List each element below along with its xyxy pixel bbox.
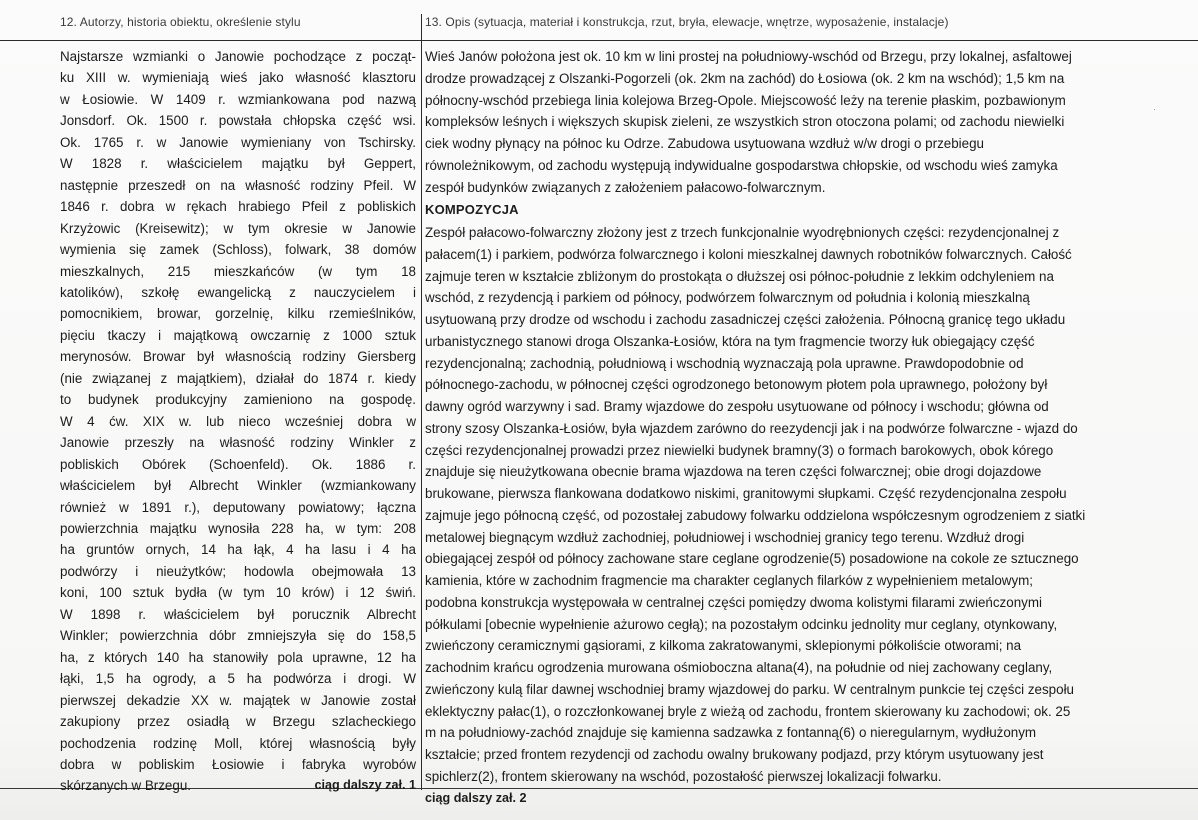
history-line: właścicielem był Albrecht Winkler (wzmiankowany (60, 478, 416, 494)
history-last-row (60, 775, 416, 796)
history-line: podwórzy i nieużytków; hodowla obejmowała 13 (60, 563, 416, 579)
composition-line: urbanistycznego stanowi droga Olszanka-Łosiów, która na tym fragmencie tworzy łuk obiegający część (425, 333, 1035, 349)
continued-note-1: ciąg dalszy zał. 1 (314, 778, 416, 793)
history-line: W 1828 r. właścicielem majątku był Geppert, (60, 156, 416, 172)
history-line: 1846 r. dobra w rękach hrabiego Pfeil z pobliskich (60, 199, 416, 215)
composition-line: rezydencjonalną; zachodnią, południową i wschodnią wyznaczają pola uprawne. Prawdopodobnie od (425, 355, 1024, 371)
header-rule (0, 40, 1198, 41)
history-line: (nie związanej z majątkiem), działał do 1874 r. kiedy (60, 370, 416, 386)
composition-line: wschód, z rezydencją i parkiem od północy, podwórzem folwarcznym od południa i kolonią mieszkalną (425, 290, 1030, 306)
description-text (425, 46, 1137, 809)
history-line: pomocnikiem, browar, gorzelnię, kilku rzemieślników, (60, 306, 416, 322)
composition-line: metalowej biegnącym wzdłuż zachodniej, południowej i wschodniej granicy tego terenu. Wzdłuż drogi (425, 529, 1025, 545)
history-line: W 1898 r. właścicielem był porucznik Albrecht (60, 606, 416, 622)
history-line: pochodzenia rodzinę Moll, której własnością były (60, 735, 416, 751)
composition-line: zachodnim krańcu ogrodzenia murowana ośmioboczna altana(4), na południe od niej zachowany ceglany, (425, 660, 1053, 675)
history-line: Janowie przeszły na własność rodziny Winkler z (60, 435, 416, 451)
composition-line: strony szosy Olszanka-Łosiów, była wjazdem zarówno do reezydencji jak i na podwórze folwarczne - wjazd do (425, 420, 1078, 436)
composition-line: zajmuje jego północną część, od pozostałej zabudowy folwarku oddzielona współczesnym ogrodzeniem z siatki (425, 507, 1086, 523)
history-line: ku XIII w. wymieniają wieś jako własność klasztoru (60, 70, 416, 86)
history-line: ha, z których 140 ha stanowiły pola uprawne, 12 ha (60, 649, 416, 665)
history-line: koni, 100 sztuk bydła (w tym 10 krów) i 12 świń. (60, 585, 416, 601)
history-line: Winkler; powierzchnia dóbr zmniejszyła się do 158,5 (60, 628, 416, 644)
column-divider (421, 14, 422, 790)
history-line: Najstarsze wzmianki o Janowie pochodzące z począt- (60, 49, 416, 64)
history-line: powierzchnia majątku wynosiła 228 ha, w tym: 208 (60, 520, 416, 536)
location-line: północny-wschód przebiega linia kolejowa Brzeg-Opole. Miejscowość leży na terenie płaskim, pozbawionym (425, 92, 1066, 108)
location-line: drodze prowadzącej z Olszanki-Pogorzeli (ok. 2km na zachód) do Łosiowa (ok. 2 km na wschód); 1,5 km na (425, 70, 1065, 86)
composition-line: znajduje się nieużytkowana obecnie brama wjazdowa na teren części folwarcznej; obie drogi dojazdowe (425, 464, 1042, 480)
composition-line: pałacem(1) i parkiem, podwórza folwarcznego i koloni mieszkalnej dawnych robotników folwarcznych. Całość (425, 246, 1072, 262)
history-line: skórzanych w Brzegu. (60, 778, 191, 794)
location-line: równoleżnikowym, od zachodu występują indywidualne gospodarstwa chłopskie, od wschodu wieś zamyka (425, 157, 1058, 173)
composition-line: zajmuje teren w kształcie zbliżonym do prostokąta o dłuższej osi północ-południe z lekkim odchyleniem na (425, 268, 1054, 284)
location-line: Wieś Janów położona jest ok. 10 km w lini prostej na południowy-wschód od Brzegu, przy lokalnej, asfaltowej (425, 49, 1072, 64)
history-line: merynosów. Browar był własnością rodziny Giersberg (60, 349, 416, 365)
left-column-header: 12. Autorzy, historia obiektu, określenie stylu (60, 15, 301, 29)
history-line: łąki, 1,5 ha ogrody, a 5 ha podwórza i drogi. W (60, 671, 416, 687)
location-line: ciek wodny płynący na północ ku Odrze. Zabudowa usytuowana wzdłuż w/w drogi o przebiegu (425, 136, 984, 151)
composition-line: Zespół pałacowo-folwarczny złożony jest z trzech funkcjonalnie wyodrębnionych części: rezydencjonalnej z (425, 225, 1060, 240)
composition-line: zwieńczony kulą filar dawnej wschodniej bramy wjazdowej do parku. W centralnym punkcie tej części zespołu (425, 681, 1074, 697)
composition-line: m na południowy-zachód znajduje się kamienna sadzawka z fontanną(6) o nieregularnym, wydłużonym (425, 725, 1037, 741)
composition-line: dawny ogród warzywny i sad. Bramy wjazdowe do zespołu usytuowane od północy i wschodu; główna od (425, 399, 1049, 414)
history-line: mieszkalnych, 215 mieszkańców (w tym 18 (60, 263, 416, 279)
history-line: katolików), szkołę ewangelicką z nauczycielem i (60, 284, 416, 300)
composition-line: usytuowaną przy drodze od wschodu i zachodu zasadniczej części założenia. Północną granicę tego układu (425, 312, 1066, 327)
composition-line: brukowane, pierwsza flankowana dodatkowo niskimi, granitowymi słupkami. Część rezydencjonalna zespołu (425, 486, 1067, 501)
history-line: pięciu tkaczy i majątkową owczarnię z 1000 sztuk (60, 327, 416, 343)
history-line: pierwszej dekadzie XX w. majątek w Janowie został (60, 692, 416, 708)
composition-line: półkulami [obecnie wypełnienie ażurowo cegłą); na pozostałym odcinku jednolity mur ceglany, otynkowany, (425, 616, 1058, 632)
history-line: Krzyżowic (Kreisewitz); w tym okresie w Janowie (60, 220, 416, 236)
scan-mark: · (1153, 104, 1156, 114)
composition-line: podobna konstrukcja występowała w centralnej części pomiędzy dwoma kolistymi filarami zwieńczonymi (425, 594, 1042, 610)
history-line: zakupiony przez osiadłą w Brzegu szlacheckiego (60, 714, 416, 730)
history-line: wymienia się zamek (Schloss), folwark, 38 domów (60, 242, 416, 258)
location-line: zespół budynków związanych z założeniem pałacowo-folwarcznym. (425, 179, 826, 195)
history-line: Ok. 1765 r. w Janowie wymieniany von Tschirsky. (60, 134, 416, 150)
history-line: również w 1891 r.), deputowany powiatowy; łączna (60, 499, 416, 515)
location-line: kompleksów leśnych i większych skupisk zieleni, ze wszystkich stron otoczona polami; od zachodu niewielki (425, 114, 1065, 130)
history-line: w Łosiowie. W 1409 r. wzmiankowana pod nazwą (60, 91, 416, 107)
history-line: dobra w pobliskim Łosiowie i fabryka wyrobów (60, 756, 416, 772)
composition-line: północnego-zachodu, w północnej części ogrodzonego betonowym płotem pola uprawnego, położony był (425, 377, 1048, 393)
history-line: W 4 ćw. XIX w. lub nieco wcześniej dobra w (60, 413, 416, 429)
composition-line: spichlerz(2), frontem skierowany na wschód, pozostałość pierwszej lokalizacji folwarku. (425, 768, 942, 784)
history-line: następnie przeszedł on na własność rodziny Pfeil. W (60, 177, 416, 193)
right-column-header: 13. Opis (sytuacja, materiał i konstrukcja, rzut, bryła, elewacje, wnętrze, wyposażenie, instalacje) (425, 15, 949, 29)
history-line: Jonsdorf. Ok. 1500 r. powstała chłopska część wsi. (60, 113, 416, 129)
composition-line: zwieńczony ceramicznymi gąsiorami, z kilkoma zakratowanymi, sklepionymi półkoliście otworami; na (425, 638, 1022, 654)
history-text (60, 46, 416, 797)
composition-line: kształcie; przed frontem rezydencji od zachodu owalny brukowany podjazd, przy którym usytuowany jest (425, 747, 1044, 762)
composition-line: kamienia, które w zachodnim fragmencie ma charakter ceglanych filarków z wypełnieniem metalowym; (425, 573, 1034, 588)
history-line: ha gruntów ornych, 14 ha łąk, 4 ha lasu i 4 ha (60, 542, 416, 558)
continued-note-2: ciąg dalszy zał. 2 (425, 790, 527, 805)
composition-line: obiegającej zespół od północy zachowane stare ceglane ogrodzenie(5) posadowione na cokole ze sztucznego (425, 551, 1079, 567)
composition-line: eklektyczny pałac(1), o rozczłonkowanej bryle z wieżą od zachodu, frontem skierowany ku zachodowi; ok. 25 (425, 703, 1071, 719)
composition-line: części rezydencjonalnej prowadzi przez niewielki budynek bramny(3) o formach barokowych, obok kórego (425, 442, 1054, 458)
section-title-kompozycja: KOMPOZYCJA (425, 202, 519, 218)
history-line: to budynek produkcyjny zamieniono na gospodę. (60, 392, 416, 408)
history-line: pobliskich Obórek (Schoenfeld). Ok. 1886 r. (60, 456, 416, 472)
